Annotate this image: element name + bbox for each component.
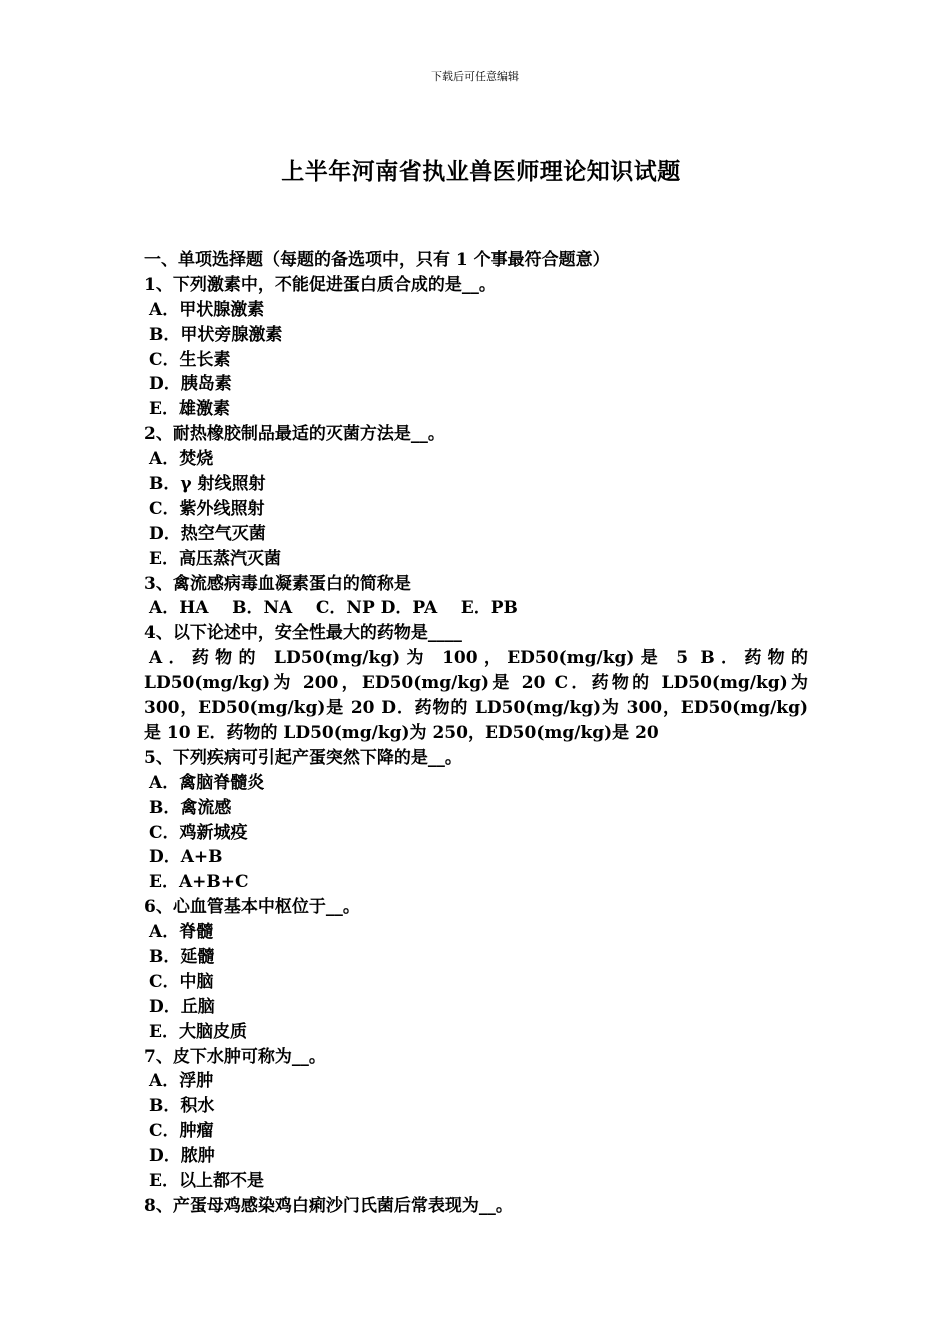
question-2-option-e: E．高压蒸汽灭菌 <box>149 548 281 569</box>
section-heading: 一、单项选择题（每题的备选项中，只有 1 个事最符合题意） <box>144 250 610 270</box>
question-6-option-c: C．中脑 <box>149 971 214 992</box>
question-7-option-b: B．积水 <box>149 1096 215 1117</box>
question-7-option-d: D．脓肿 <box>149 1146 215 1167</box>
question-6-option-a: A．脊髓 <box>149 922 214 943</box>
question-5-option-d: D．A+B <box>149 847 223 868</box>
question-6-option-d: D．丘脑 <box>149 996 215 1017</box>
question-1-option-e: E．雄激素 <box>149 399 230 420</box>
question-6-option-b: B．延髓 <box>149 947 215 967</box>
question-1-option-d: D．胰岛素 <box>149 374 232 395</box>
question-5-stem: 5、下列疾病可引起产蛋突然下降的是__。 <box>144 747 462 768</box>
question-4-options-text: A．药物的 LD50(mg/kg)为 100，ED50(mg/kg)是 5 B．药物的 LD50(mg/kg)为 200，ED50(mg/kg)是 20 C．药物的 LD50(mg/kg)为 300，ED50(mg/kg)是 20 D．药物的 LD50(mg/kg)为 300，ED50(mg/kg)是 10 E．药物的 LD50(mg/kg)为 250，ED50(mg/kg)是 20 <box>144 648 808 743</box>
document-title: 上半年河南省执业兽医师理论知识试题 <box>281 158 681 185</box>
question-2-option-a: A．焚烧 <box>149 449 214 470</box>
question-1-option-c: C．生长素 <box>149 349 231 370</box>
question-1-stem: 1、下列激素中，不能促进蛋白质合成的是__。 <box>144 274 496 295</box>
question-5-option-e: E．A+B+C <box>149 872 249 893</box>
question-2-option-c: C．紫外线照射 <box>149 498 265 519</box>
question-1-option-a: A．甲状腺激素 <box>149 299 265 320</box>
question-5-option-c: C．鸡新城疫 <box>149 822 248 843</box>
question-6-option-e: E．大脑皮质 <box>149 1021 247 1042</box>
question-5-option-b: B．禽流感 <box>149 797 232 818</box>
question-3-options: A．HA B．NA C．NP D．PA E．PB <box>149 598 518 619</box>
question-7-option-a: A．浮肿 <box>149 1071 214 1092</box>
exam-content <box>144 248 808 1219</box>
question-7-option-c: C．肿瘤 <box>149 1121 214 1142</box>
question-7-stem: 7、皮下水肿可称为__。 <box>144 1046 326 1067</box>
question-1-option-b: B．甲状旁腺激素 <box>149 324 283 345</box>
header-note: 下载后可任意编辑 <box>431 70 519 83</box>
question-7-option-e: E．以上都不是 <box>149 1171 264 1192</box>
question-6-stem: 6、心血管基本中枢位于__。 <box>144 897 360 918</box>
question-4-options <box>144 646 808 746</box>
question-4-stem: 4、以下论述中，安全性最大的药物是____ <box>144 623 462 644</box>
question-3-stem: 3、禽流感病毒血凝素蛋白的简称是 <box>144 573 411 594</box>
question-8-stem: 8、产蛋母鸡感染鸡白痢沙门氏菌后常表现为__。 <box>144 1195 513 1216</box>
question-2-stem: 2、耐热橡胶制品最适的灭菌方法是__。 <box>144 424 445 445</box>
question-5-option-a: A．禽脑脊髓炎 <box>149 772 265 793</box>
question-2-option-d: D．热空气灭菌 <box>149 523 266 544</box>
question-2-option-b: B．γ 射线照射 <box>149 474 266 495</box>
